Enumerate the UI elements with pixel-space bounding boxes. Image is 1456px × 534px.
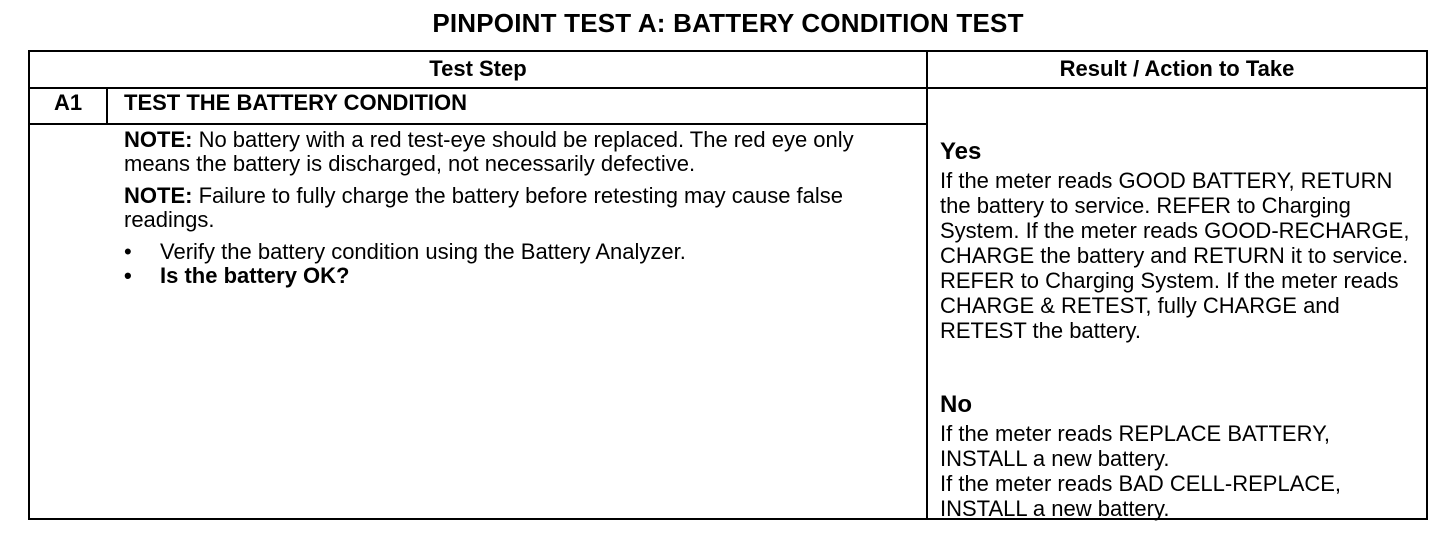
step-id: A1 [53, 90, 83, 115]
page-title: PINPOINT TEST A: BATTERY CONDITION TEST [432, 8, 1024, 38]
bullet-item: • Verify the battery condition using the Battery Analyzer. [124, 240, 914, 264]
result-no-text-2: If the meter reads BAD CELL-REPLACE, INSTALL a new battery. [940, 471, 1342, 521]
step-bullet-list [124, 240, 914, 288]
result-no-label: No [940, 391, 972, 418]
note-text: No battery with a red test-eye should be replaced. The red eye only means the battery is discharged, not necessarily defective. [124, 127, 854, 176]
result-no-text-1: If the meter reads REPLACE BATTERY, INSTALL a new battery. [940, 421, 1331, 471]
step-id-divider [106, 87, 108, 125]
result-yes-label: Yes [940, 138, 982, 165]
step-body [124, 128, 914, 288]
note-1 [124, 128, 914, 176]
result-yes [940, 138, 1420, 343]
note-text: Failure to fully charge the battery before retesting may cause false readings. [124, 183, 844, 232]
step-title-divider [28, 123, 928, 125]
note-2 [124, 184, 914, 232]
header-divider [28, 87, 1428, 89]
note-label: NOTE: [124, 127, 193, 152]
result-no [940, 391, 1420, 521]
column-header-result: Result / Action to Take [1059, 56, 1295, 81]
column-divider [926, 50, 928, 520]
column-header-test-step: Test Step [429, 56, 527, 81]
bullet-item-question: • Is the battery OK? [124, 264, 914, 288]
note-label: NOTE: [124, 183, 193, 208]
step-title: TEST THE BATTERY CONDITION [124, 90, 468, 115]
result-yes-text: If the meter reads GOOD BATTERY, RETURN the battery to service. REFER to Charging System. If the meter reads GOOD-RECHARGE, CHARGE the battery and RETURN it to service. REFER to Charging System. If the meter reads CHARGE & RETEST, fully CHARGE and RETEST the battery. [940, 168, 1410, 343]
